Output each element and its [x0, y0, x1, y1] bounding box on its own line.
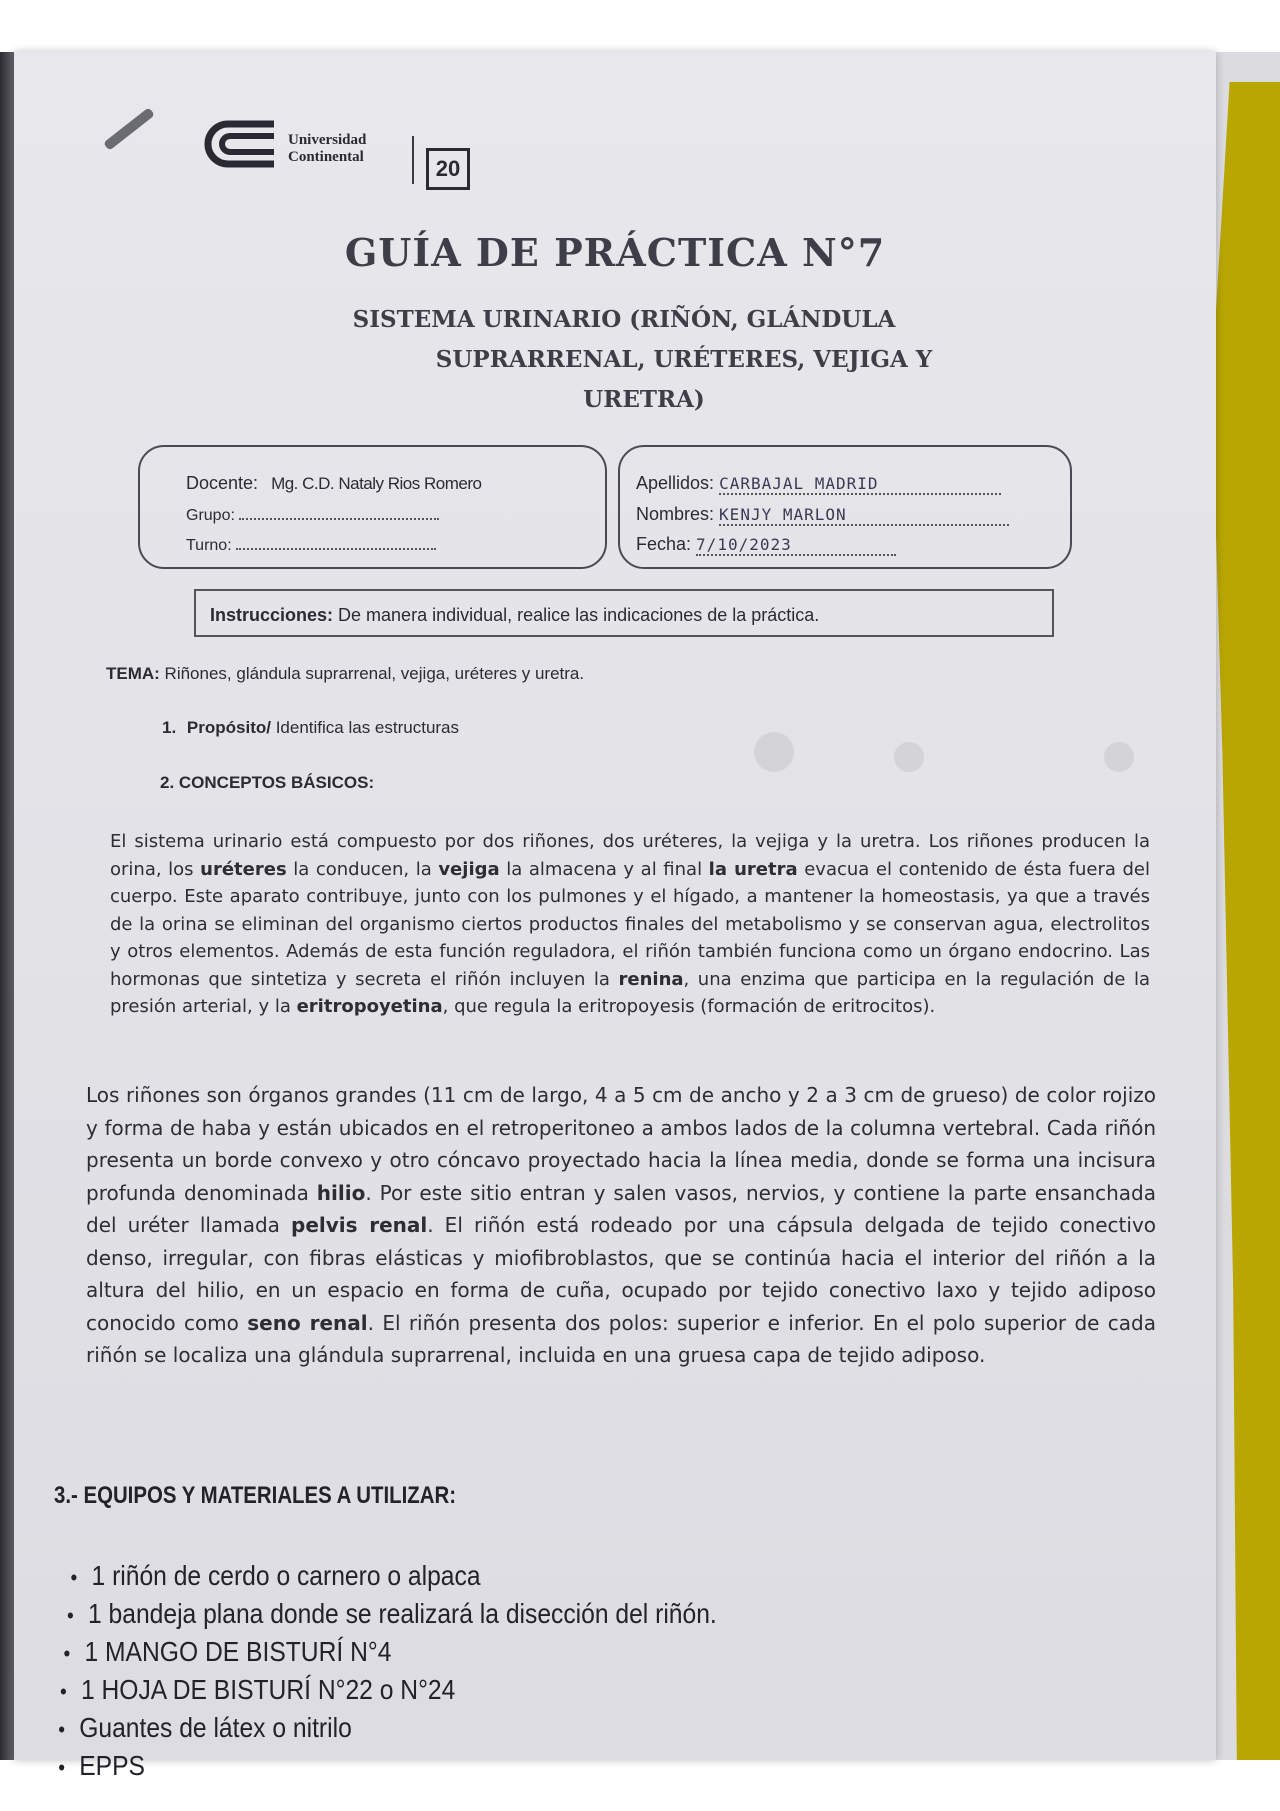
bullet-icon: •: [63, 1641, 71, 1666]
list-item-text: 1 riñón de cerdo o carnero o alpaca: [91, 1560, 481, 1591]
page-title: GUÍA DE PRÁCTICA N°7: [344, 230, 886, 275]
list-item-text: Guantes de látex o nitrilo: [79, 1712, 352, 1743]
yellow-object: [1208, 82, 1280, 1760]
shadow-blob: [894, 742, 924, 772]
bullet-icon: •: [70, 1565, 78, 1590]
university-name-line2: Continental: [288, 149, 364, 165]
paragraph-kidneys: [86, 1079, 1156, 1372]
section-materials-heading: 3.- EQUIPOS Y MATERIALES A UTILIZAR:: [54, 1482, 456, 1509]
university-name-line1: Universidad: [288, 132, 367, 148]
purpose-label: Propósito/: [186, 718, 271, 737]
grupo-row: [186, 504, 439, 525]
topic-line: [106, 664, 584, 684]
instructions-box: [194, 589, 1054, 637]
subtitle-line: SUPRARRENAL, URÉTERES, VEJIGA Y: [435, 346, 933, 373]
text-run: evacua el contenido de ésta fuera del cuerpo. Este aparato contribuye, junto con los pulmones y el hígado, a mantener la homeostasis, ya que a través de la orina se eliminan del organismo ciertos productos finales del metabolismo y se conservan agua, electrolitos y otros elementos. Además de esta función reguladora, el riñón también funciona como un órgano endocrino. Las hormonas que sintetiza y secreta el riñón incluyen la: [110, 858, 1150, 990]
list-item: [44, 1636, 717, 1674]
list-item: [44, 1598, 717, 1636]
text-run: , que regula la eritropoyesis (formación de eritrocitos).: [442, 996, 936, 1017]
list-item: [44, 1560, 717, 1598]
bold-term: vejiga: [438, 858, 500, 880]
instructions-text: De manera individual, realice las indicaciones de la práctica.: [333, 605, 820, 625]
list-item: [44, 1712, 717, 1750]
list-item: [44, 1674, 717, 1712]
docente-label: Docente:: [186, 473, 259, 493]
document-page: [14, 52, 1216, 1781]
bold-term: hilio: [316, 1180, 366, 1205]
docente-row: [186, 473, 481, 494]
nombres-row: [636, 504, 1009, 526]
text-run: Los riñones son órganos grandes (11 cm de largo, 4 a 5 cm de ancho y 2 a 3 cm de grueso) de color rojizo y forma de haba y están ubicados en el retroperitoneo a ambos lados de la columna vertebral. Cada riñón presenta un borde convexo y otro cóncavo proyectado hacia la línea media, donde se forma una incisura profunda denominada: [86, 1083, 1156, 1205]
apellidos-field[interactable]: CARBAJAL MADRID: [719, 474, 1001, 495]
bold-term: uréteres: [200, 858, 287, 880]
bullet-icon: •: [59, 1679, 67, 1704]
purpose-text: Identifica las estructuras: [270, 718, 460, 737]
logo-divider: [412, 136, 414, 184]
text-run: . Por este sitio entran y salen vasos, nervios, y contiene la parte ensanchada del uréter llamada: [86, 1180, 1156, 1237]
section-purpose: [162, 718, 459, 738]
turno-label: Turno:: [186, 537, 232, 554]
bullet-icon: •: [67, 1603, 74, 1628]
teacher-info-box: [138, 445, 607, 569]
university-logo-icon: [204, 118, 276, 170]
bold-term: seno renal: [247, 1310, 368, 1335]
list-item-text: 1 HOJA DE BISTURÍ N°22 o N°24: [80, 1674, 456, 1705]
section-number: 1.: [162, 718, 177, 737]
nombres-field[interactable]: KENJY MARLON: [719, 505, 1009, 526]
text-run: . El riñón presenta dos polos: superior e inferior. En el polo superior de cada riñón se localiza una glándula suprarrenal, incluida en una gruesa capa de tejido adiposo.: [86, 1310, 1157, 1367]
fecha-label: Fecha:: [636, 534, 692, 554]
bold-term: eritropoyetina: [296, 996, 443, 1017]
text-run: la conducen, la: [286, 858, 439, 880]
apellidos-label: Apellidos:: [636, 473, 715, 493]
turno-row: [186, 534, 436, 555]
list-item: [44, 1750, 717, 1788]
page-subtitle: [284, 300, 964, 420]
bold-term: pelvis renal: [291, 1213, 428, 1237]
bullet-icon: •: [58, 1755, 65, 1780]
student-info-box: [618, 445, 1072, 569]
anniversary-badge: 20: [426, 148, 470, 190]
text-run: . El riñón está rodeado por una cápsula delgada de tejido conectivo denso, irregular, con fibras elásticas y miofibroblastos, que se continúa hacia el interior del riñón a la altura del hilio, en un espacio en forma de cuña, ocupado por tejido conectivo laxo y tejido adiposo conocido como: [86, 1213, 1157, 1335]
text-run: El sistema urinario está compuesto por dos riñones, dos uréteres, la vejiga y la uretra. Los riñones producen la orina, los: [110, 831, 1150, 880]
subtitle-line: URETRA): [583, 386, 705, 413]
list-item-text: EPPS: [79, 1750, 145, 1781]
photo-background: [0, 52, 1280, 1781]
fecha-field[interactable]: 7/10/2023: [696, 535, 896, 556]
section-basic-concepts-heading: 2. CONCEPTOS BÁSICOS:: [160, 773, 375, 792]
university-name: [288, 132, 398, 166]
shadow-blob: [754, 732, 794, 772]
text-run: la almacena y al final: [499, 858, 709, 880]
topic-label: TEMA:: [106, 664, 160, 683]
fecha-row: [636, 534, 896, 556]
bold-term: la uretra: [708, 858, 798, 880]
text-run: , una enzima que participa en la regulación de la presión arterial, y la: [110, 968, 1150, 1017]
paragraph-urinary-system: [110, 828, 1150, 1021]
turno-field[interactable]: [236, 534, 436, 550]
apellidos-row: [636, 473, 1001, 495]
bold-term: renina: [618, 968, 684, 990]
bullet-icon: •: [58, 1717, 65, 1742]
docente-value: Mg. C.D. Nataly Rios Romero: [271, 474, 482, 493]
pen-mark: [103, 107, 155, 151]
subtitle-line: SISTEMA URINARIO (RIÑÓN, GLÁNDULA: [352, 306, 896, 333]
list-item-text: 1 bandeja plana donde se realizará la disección del riñón.: [88, 1598, 717, 1629]
shadow-blob: [1104, 742, 1134, 772]
list-item-text: 1 MANGO DE BISTURÍ N°4: [84, 1636, 392, 1667]
grupo-label: Grupo:: [186, 507, 235, 524]
materials-list: [44, 1560, 809, 1788]
topic-text: Riñones, glándula suprarrenal, vejiga, uréteres y uretra.: [159, 664, 585, 683]
nombres-label: Nombres:: [636, 504, 715, 524]
grupo-field[interactable]: [239, 504, 439, 520]
instructions-label: Instrucciones:: [210, 605, 334, 625]
